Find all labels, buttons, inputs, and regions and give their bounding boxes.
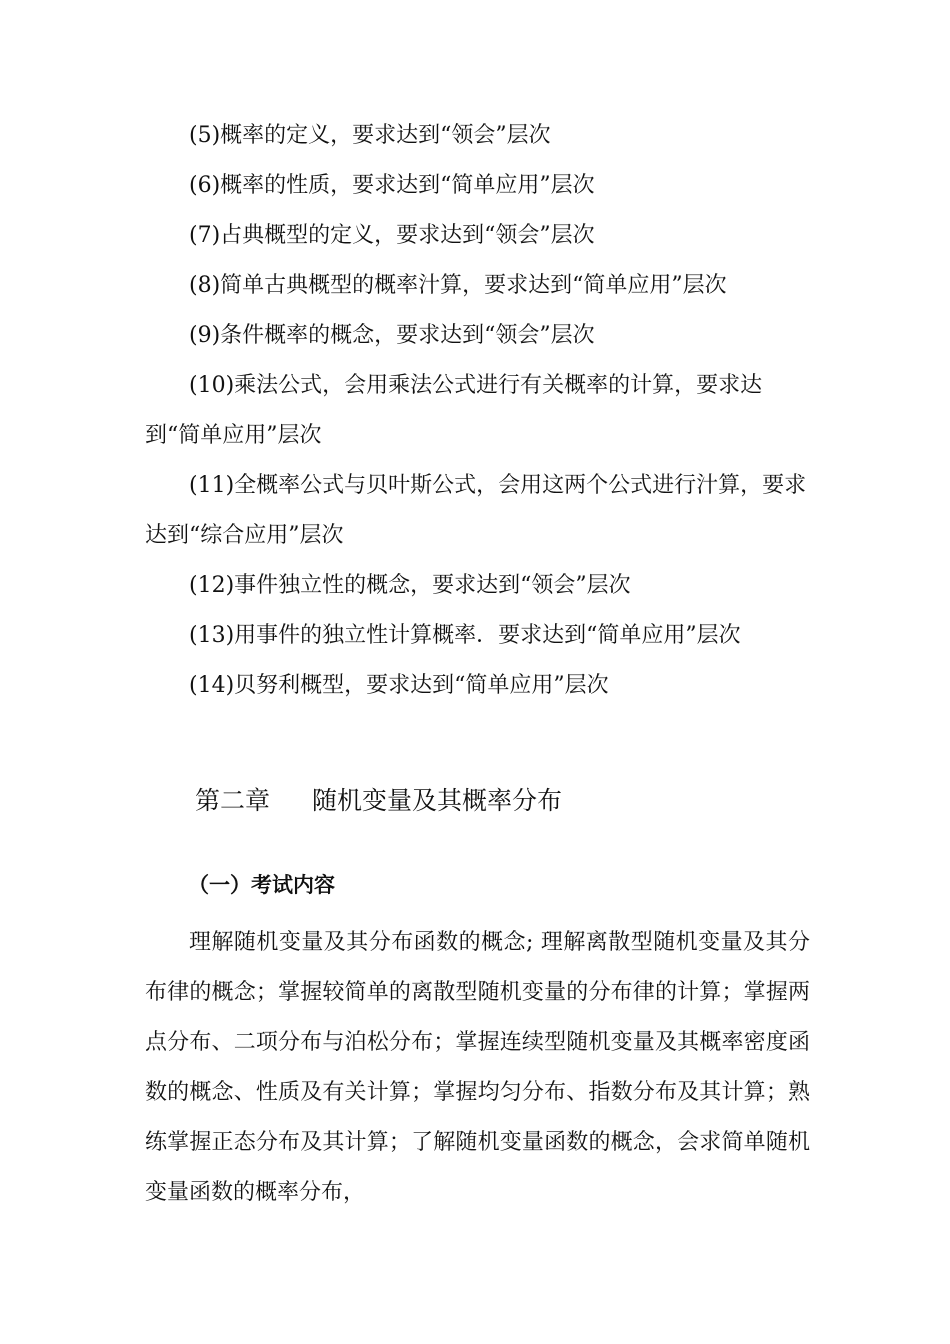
objective-item-12: (12)事件独立性的概念，要求达到“领会”层次 <box>189 573 631 598</box>
section-heading: （一）考试内容 <box>188 872 335 897</box>
exam-content-paragraph: 理解随机变量及其分布函数的概念; 理解离散型随机变量及其分布律的概念；掌握较简单的离散型随机变量的分布律的计算；掌握两点分布、二项分布与泊松分布；掌握连续型随机变量及其概率密度函数的概念、性质及有关计算；掌握均匀分布、指数分布及其计算；熟练掌握正态分布及其计算；了解随机变量函数的概念，会求简单随机变量函数的概率分布， <box>145 930 810 1205</box>
chapter-title: 随机变量及其概率分布 <box>312 786 563 815</box>
chapter-number: 第二章 <box>195 786 271 815</box>
objective-item-6: (6)概率的性质，要求达到“简单应用”层次 <box>189 173 595 198</box>
objective-item-13: (13)用事件的独立性计算概率．要求达到“简单应用”层次 <box>189 623 741 648</box>
objective-item-7: (7)占典概型的定义，要求达到“领会”层次 <box>189 223 595 248</box>
objective-item-10: (10)乘法公式，会用乘法公式进行有关概率的计算，要求达到“简单应用”层次 <box>145 373 763 448</box>
objective-item-8: (8)简单古典概型的概率汁算，要求达到“简单应用”层次 <box>189 273 727 298</box>
objective-item-5: (5)概率的定义，要求达到“领会”层次 <box>189 123 551 148</box>
objective-item-11: (11)全概率公式与贝叶斯公式，会用这两个公式进行汁算，要求达到“综合应用”层次 <box>145 473 807 548</box>
chapter-heading <box>195 781 562 821</box>
objective-item-14: (14)贝努利概型，要求达到“简单应用”层次 <box>189 673 609 698</box>
objective-item-9: (9)条件概率的概念，要求达到“领会”层次 <box>189 323 595 348</box>
